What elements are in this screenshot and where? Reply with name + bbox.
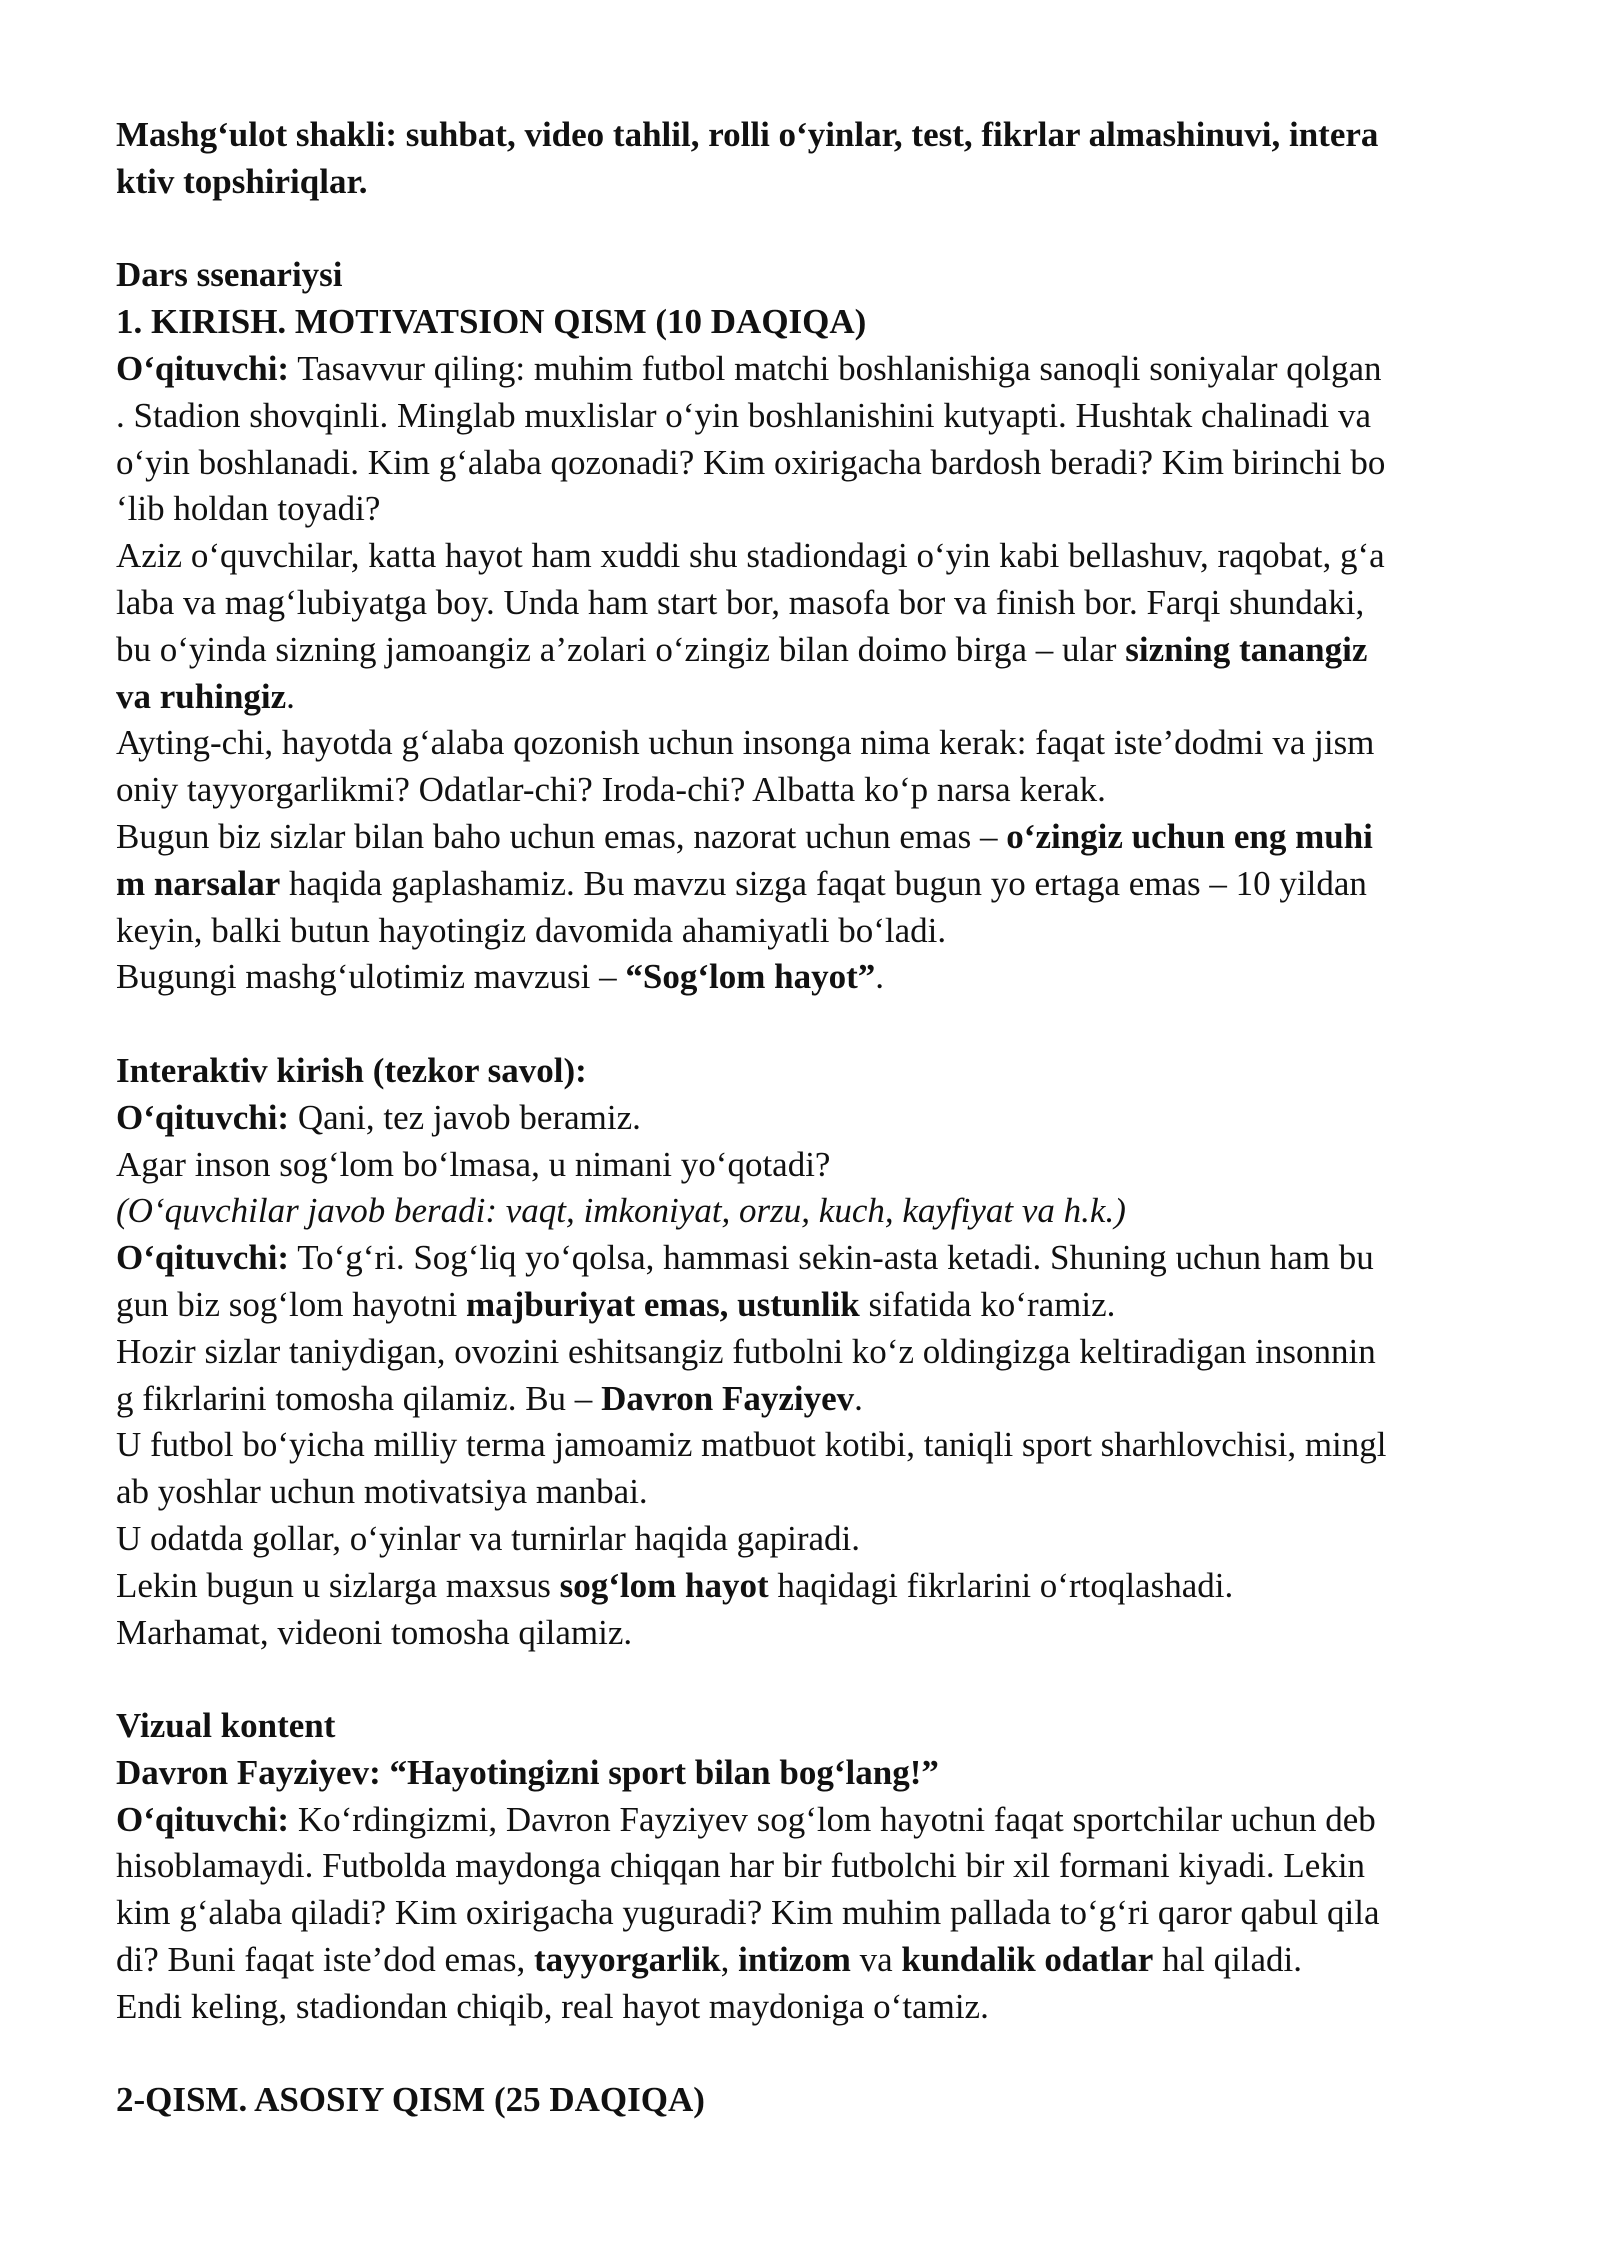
intro-line: o‘yin boshlanadi. Kim g‘alaba qozonadi? Kim oxirigacha bardosh beradi? Kim birinchi bo — [116, 442, 1386, 482]
intro-line: bu o‘yinda sizning jamoangiz a’zolari o‘zingiz bilan doimo birga – ular sizning tanangiz — [116, 629, 1368, 669]
intro-line: oniy tayyorgarlikmi? Odatlar-chi? Iroda-chi? Albatta ko‘p narsa kerak. — [116, 770, 1106, 810]
intro-line: . Stadion shovqinli. Minglab muxlislar o‘yin boshlanishini kutyapti. Hushtak chalinadi va — [116, 395, 1372, 435]
spacer — [116, 206, 1500, 253]
visual-title: Vizual kontent — [116, 1706, 336, 1746]
visual-line: O‘qituvchi: Ko‘rdingizmi, Davron Fayziyev sog‘lom hayotni faqat sportchilar uchun deb — [116, 1799, 1376, 1839]
interactive-line: gun biz sog‘lom hayotni majburiyat emas, ustunlik sifatida ko‘ramiz. — [116, 1284, 1116, 1324]
intro-line: ‘lib holdan toyadi? — [116, 489, 381, 529]
intro-line: Bugun biz sizlar bilan baho uchun emas, nazorat uchun emas – o‘zingiz uchun eng muhi — [116, 816, 1373, 856]
interactive-line: O‘qituvchi: Qani, tez javob beramiz. — [116, 1097, 641, 1137]
intro-line: O‘qituvchi: Tasavvur qiling: muhim futbol matchi boshlanishiga sanoqli soniyalar qolgan — [116, 348, 1382, 388]
visual-line: hisoblamaydi. Futbolda maydonga chiqqan har bir futbolchi bir xil formani kiyadi. Lekin — [116, 1846, 1366, 1886]
visual-line: kim g‘alaba qiladi? Kim oxirigacha yuguradi? Kim muhim pallada to‘g‘ri qaror qabul qila — [116, 1893, 1380, 1933]
visual-subtitle: Davron Fayziyev: “Hayotingizni sport bilan bog‘lang!” — [116, 1752, 939, 1792]
scenario-title: Dars ssenariysi — [116, 255, 343, 295]
format-heading: Mashg‘ulot shakli: suhbat, video tahlil, rolli o‘yinlar, test, fikrlar almashinuvi, intera — [116, 115, 1379, 154]
part2-title: 2-QISM. ASOSIY QISM (25 DAQIQA) — [116, 2080, 705, 2120]
spacer — [116, 1001, 1500, 1048]
interactive-line: Agar inson sog‘lom bo‘lmasa, u nimani yo‘qotadi? — [116, 1144, 831, 1184]
interactive-line: U odatda gollar, o‘yinlar va turnirlar haqida gapiradi. — [116, 1518, 861, 1558]
interactive-line: Hozir sizlar taniydigan, ovozini eshitsangiz futbolni ko‘z oldingizga keltiradigan insonnin — [116, 1331, 1376, 1371]
speaker-label: O‘qituvchi: — [116, 348, 290, 388]
interactive-line: Marhamat, videoni tomosha qilamiz. — [116, 1612, 633, 1652]
intro-line: Aziz o‘quvchilar, katta hayot ham xuddi shu stadiondagi o‘yin kabi bellashuv, raqobat, g‘a — [116, 536, 1385, 576]
interactive-title: Interaktiv kirish (tezkor savol): — [116, 1050, 587, 1090]
intro-line: keyin, balki butun hayotingiz davomida ahamiyatli bo‘ladi. — [116, 910, 947, 950]
intro-line: laba va mag‘lubiyatga boy. Unda ham start bor, masofa bor va finish bor. Farqi shundaki, — [116, 582, 1365, 622]
speaker-label: O‘qituvchi: — [116, 1799, 290, 1839]
speaker-label: O‘qituvchi: — [116, 1097, 290, 1137]
spacer — [116, 1656, 1500, 1703]
intro-line: va ruhingiz. — [116, 676, 295, 716]
spacer — [116, 2031, 1500, 2078]
interactive-line: g fikrlarini tomosha qilamiz. Bu – Davron Fayziyev. — [116, 1378, 863, 1418]
part1-title: 1. KIRISH. MOTIVATSION QISM (10 DAQIQA) — [116, 302, 867, 342]
speaker-label: O‘qituvchi: — [116, 1238, 290, 1278]
visual-line: Endi keling, stadiondan chiqib, real hayot maydoniga o‘tamiz. — [116, 1986, 989, 2026]
interactive-line: U futbol bo‘yicha milliy terma jamoamiz matbuot kotibi, taniqli sport sharhlovchisi, mingl — [116, 1425, 1387, 1465]
format-heading-cont: ktiv topshiriqlar. — [116, 161, 368, 201]
intro-line: Ayting-chi, hayotda g‘alaba qozonish uchun insonga nima kerak: faqat iste’dodmi va jism — [116, 723, 1375, 763]
intro-line: m narsalar haqida gaplashamiz. Bu mavzu sizga faqat bugun yo ertaga emas – 10 yildan — [116, 863, 1367, 903]
visual-line: di? Buni faqat iste’dod emas, tayyorgarlik, intizom va kundalik odatlar hal qiladi. — [116, 1940, 1303, 1980]
interactive-line: ab yoshlar uchun motivatsiya manbai. — [116, 1472, 648, 1512]
interactive-line: O‘qituvchi: To‘g‘ri. Sog‘liq yo‘qolsa, hammasi sekin-asta ketadi. Shuning uchun ham bu — [116, 1238, 1374, 1278]
interactive-line: (O‘quvchilar javob beradi: vaqt, imkoniyat, orzu, kuch, kayfiyat va h.k.) — [116, 1191, 1126, 1231]
intro-line: Bugungi mashg‘ulotimiz mavzusi – “Sog‘lom hayot”. — [116, 957, 885, 997]
interactive-line: Lekin bugun u sizlarga maxsus sog‘lom hayot haqidagi fikrlarini o‘rtoqlashadi. — [116, 1565, 1234, 1605]
